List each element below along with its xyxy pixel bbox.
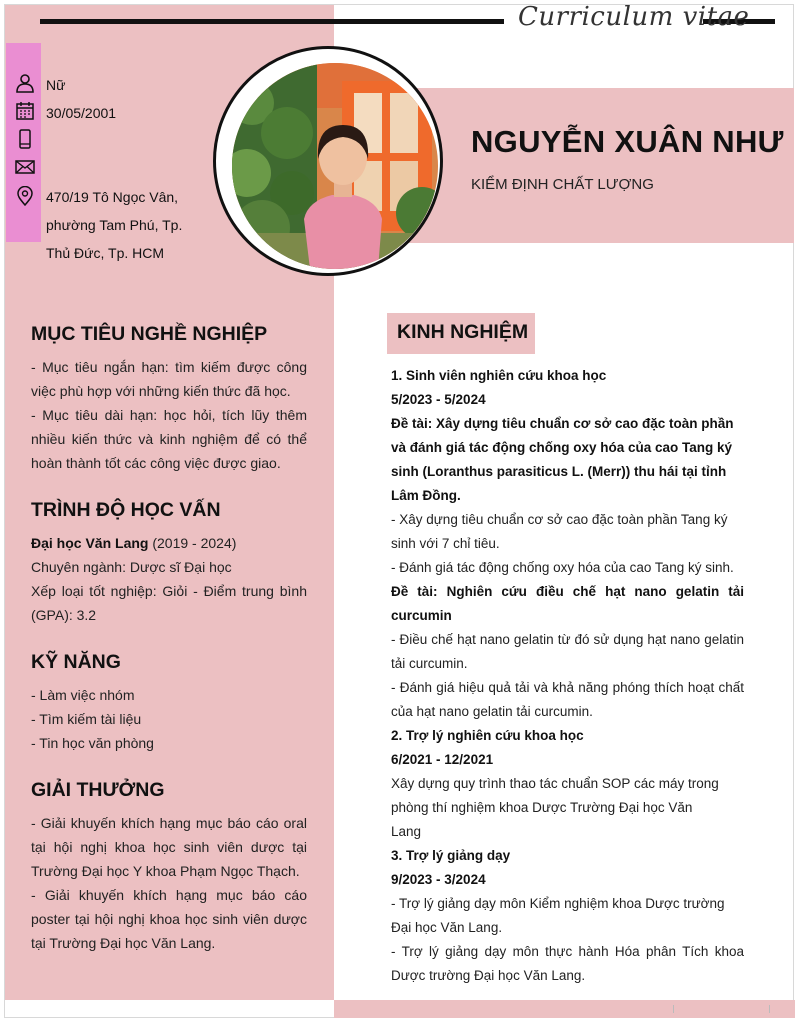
- education-years: (2019 - 2024): [148, 535, 237, 551]
- education-grade: Xếp loại tốt nghiệp: Giỏi - Điểm trung bình (GPA): 3.2: [31, 583, 307, 623]
- skill-item: - Tìm kiếm tài liệu: [31, 711, 142, 727]
- contact-icon-strip: [6, 43, 41, 242]
- mail-icon: [15, 157, 35, 177]
- calendar-icon: [15, 101, 35, 121]
- address-line-2: phường Tam Phú, Tp.: [46, 217, 183, 233]
- job-detail: - Trợ lý giảng dạy môn thực hành Hóa phân Tích khoa Dược trường Đại học Văn Lang.: [391, 944, 744, 983]
- job-heading: 2. Trợ lý nghiên cứu khoa học: [391, 728, 584, 743]
- job-heading: 1. Sinh viên nghiên cứu khoa học: [391, 368, 607, 383]
- award-item: - Giải khuyến khích hạng mục báo cáo oral tại hội nghị khoa học sinh viên dược tại Trường Đại học Y khoa Phạm Ngọc Thạch.: [31, 815, 307, 879]
- education-school-line: [31, 531, 307, 555]
- awards-title: GIẢI THƯỞNG: [31, 779, 165, 801]
- objective-long-term: - Mục tiêu dài hạn: học hỏi, tích lũy thêm nhiều kiến thức và kinh nghiệm để có thể hoàn thành tốt các công việc được giao.: [31, 407, 307, 471]
- skill-item: - Tin học văn phòng: [31, 735, 154, 751]
- job-detail: - Xây dựng tiêu chuẩn cơ sở cao đặc toàn phần Tang ký sinh với 7 chỉ tiêu.: [391, 512, 728, 551]
- awards-list: [31, 811, 307, 955]
- job-detail: Xây dựng quy trình thao tác chuẩn SOP các máy trong: [391, 776, 719, 791]
- job-period: 6/2021 - 12/2021: [391, 752, 494, 767]
- skills-list: [31, 683, 307, 755]
- skill-item: - Làm việc nhóm: [31, 687, 135, 703]
- page-mark: [673, 1005, 674, 1013]
- profile-photo: [232, 63, 438, 269]
- education-major: Chuyên ngành: Dược sĩ Đại học: [31, 559, 232, 575]
- objective-body: [31, 355, 307, 475]
- job-period: 9/2023 - 3/2024: [391, 872, 486, 887]
- person-icon: [15, 73, 35, 93]
- research-topic: Đề tài: Xây dựng tiêu chuẩn cơ sở cao đặc toàn phần và đánh giá tác động chống oxy hóa của cao Tang ký sinh (Loranthus parasiticus L. (Merr)) thu hái tại tỉnh Lâm Đồng.: [391, 416, 734, 503]
- objective-short-term: - Mục tiêu ngắn hạn: tìm kiếm được công việc phù hợp với những kiến thức đã học.: [31, 359, 307, 399]
- job-period: 5/2023 - 5/2024: [391, 392, 486, 407]
- location-pin-icon: [15, 186, 35, 206]
- research-topic: Đề tài: Nghiên cứu điều chế hạt nano gelatin tải curcumin: [391, 584, 744, 623]
- education-school: Đại học Văn Lang: [31, 535, 149, 551]
- job-detail: - Đánh giá tác động chống oxy hóa của cao Tang ký sinh.: [391, 560, 734, 575]
- header-rule-left: [40, 19, 504, 24]
- job-detail: - Trợ lý giảng dạy môn Kiểm nghiệm khoa Dược trường Đại học Văn Lang.: [391, 896, 725, 935]
- address-line-1: 470/19 Tô Ngọc Vân,: [46, 189, 179, 205]
- award-item: - Giải khuyến khích hạng mục báo cáo poster tại hội nghị khoa học sinh viên dược tại Trường Đại học Văn Lang.: [31, 887, 307, 951]
- cv-label: Curriculum vitae: [518, 2, 750, 32]
- job-detail: - Điều chế hạt nano gelatin từ đó sử dụng hạt nano gelatin tải curcumin.: [391, 632, 744, 671]
- page-mark: [769, 1005, 770, 1013]
- objective-title: MỤC TIÊU NGHỀ NGHIỆP: [31, 323, 268, 345]
- experience-title: KINH NGHIỆM: [397, 321, 529, 343]
- experience-body: [391, 364, 744, 988]
- bottom-band: [334, 1000, 795, 1018]
- job-title: KIỂM ĐỊNH CHẤT LƯỢNG: [471, 176, 654, 193]
- phone-icon: [15, 129, 35, 149]
- education-body: [31, 531, 307, 627]
- birthdate-value: 30/05/2001: [46, 105, 117, 121]
- job-detail: phòng thí nghiệm khoa Dược Trường Đại học Văn: [391, 800, 693, 815]
- job-heading: 3. Trợ lý giảng dạy: [391, 848, 511, 863]
- job-detail: Lang: [391, 824, 422, 839]
- skills-title: KỸ NĂNG: [31, 651, 121, 673]
- gender-value: Nữ: [46, 77, 66, 93]
- education-title: TRÌNH ĐỘ HỌC VẤN: [31, 499, 221, 521]
- job-detail: - Đánh giá hiệu quả tải và khả năng phóng thích hoạt chất của hạt nano gelatin tải curcumin.: [391, 680, 744, 719]
- candidate-name: NGUYỄN XUÂN NHƯ: [471, 124, 784, 159]
- address-line-3: Thủ Đức, Tp. HCM: [46, 245, 165, 261]
